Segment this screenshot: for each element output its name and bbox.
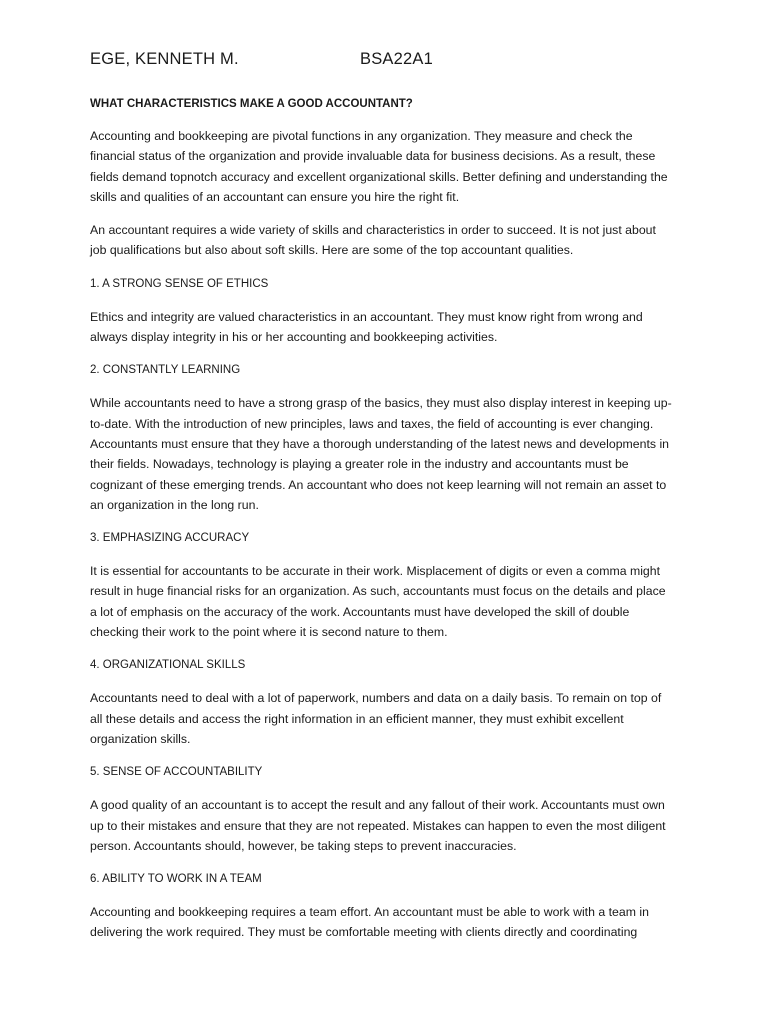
section-heading: 2. CONSTANTLY LEARNING (90, 364, 241, 377)
section-heading: 6. ABILITY TO WORK IN A TEAM (90, 873, 262, 886)
document-title: WHAT CHARACTERISTICS MAKE A GOOD ACCOUNTANT? (90, 98, 413, 110)
section-heading: 3. EMPHASIZING ACCURACY (90, 532, 250, 545)
section-body: Accountants need to deal with a lot of paperwork, numbers and data on a daily basis. To remain on top of all these details and access the right information in an efficient manner, they must exhibit excellent organization skills. (90, 691, 662, 746)
section-body: It is essential for accountants to be accurate in their work. Misplacement of digits or even a comma might result in huge financial risks for an organization. As such, accountants must focus on the details and place a lot of emphasis on the accuracy of the work. Accountants must have developed the skill of double checking their work to the point where it is second nature to them. (90, 564, 666, 640)
intro-paragraph: An accountant requires a wide variety of skills and characteristics in order to succeed. It is not just about job qualifications but also about soft skills. Here are some of the top accountant qualities. (90, 223, 656, 258)
class-section: BSA22A1 (360, 50, 433, 68)
section-heading: 5. SENSE OF ACCOUNTABILITY (90, 766, 263, 779)
section-body: While accountants need to have a strong grasp of the basics, they must also display interest in keeping up-to-date. With the introduction of new principles, laws and taxes, the field of accounting is ever changing. Accountants must ensure that they have a thorough understanding of the latest news and developments in their fields. Nowadays, technology is playing a greater role in the industry and accountants must be cognizant of these emerging trends. An accountant who does not keep learning will not remain an asset to an organization in the long run. (90, 396, 672, 512)
section-heading: 4. ORGANIZATIONAL SKILLS (90, 659, 246, 672)
section-heading: 1. A STRONG SENSE OF ETHICS (90, 277, 269, 290)
section-body: A good quality of an accountant is to accept the result and any fallout of their work. Accountants must own up to their mistakes and ensure that they are not repeated. Mistakes can happen to even the most diligent person. Accountants should, however, be taking steps to prevent inaccuracies. (90, 798, 666, 853)
section-body: Accounting and bookkeeping requires a team effort. An accountant must be able to work with a team in delivering the work required. They must be comfortable meeting with clients directly and coordinating (90, 905, 649, 940)
author-name: EGE, KENNETH M. (90, 50, 239, 68)
intro-paragraph: Accounting and bookkeeping are pivotal functions in any organization. They measure and check the financial status of the organization and provide invaluable data for business decisions. As a result, these fields demand topnotch accuracy and excellent organizational skills. Better defining and understanding the skills and qualities of an accountant can ensure you hire the right fit. (90, 129, 668, 204)
section-body: Ethics and integrity are valued characteristics in an accountant. They must know right from wrong and always display integrity in his or her accounting and bookkeeping activities. (90, 309, 643, 345)
document-header (90, 50, 675, 74)
document-page (90, 50, 675, 956)
